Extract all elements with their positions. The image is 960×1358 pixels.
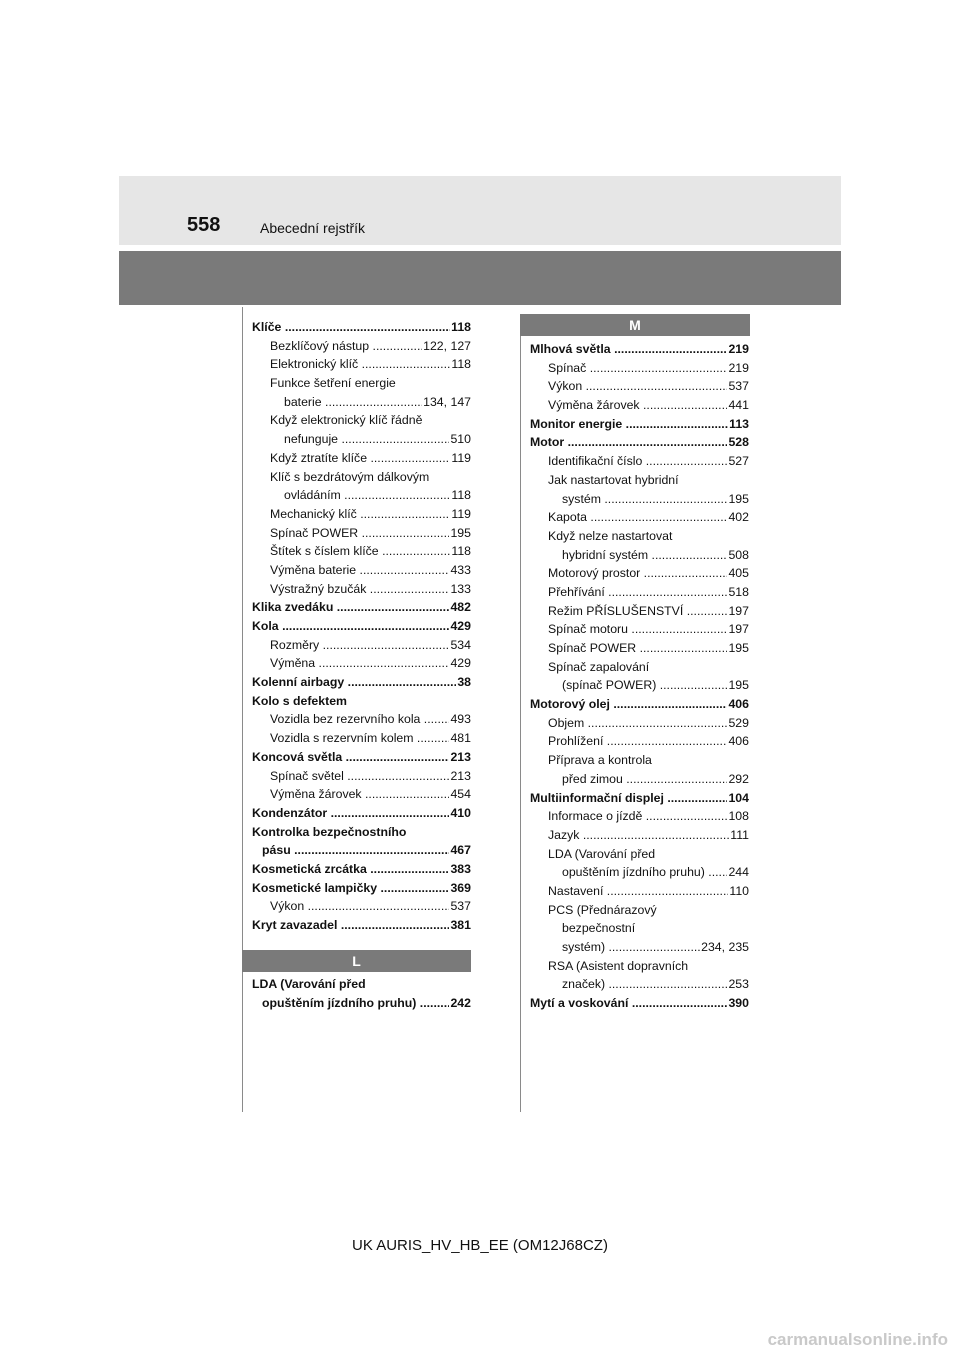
index-entry — [252, 916, 471, 935]
entry-text: pásu ..... — [262, 843, 471, 857]
entry-text: Kolenní airbagy ..... — [252, 675, 471, 689]
index-entry — [252, 804, 471, 823]
entry-page-number: 133 — [449, 580, 471, 599]
entry-text: bezpečnostní — [562, 921, 636, 936]
index-entry — [270, 654, 471, 673]
entry-text: Kosmetická zrcátka ..... — [252, 862, 471, 876]
entry-text: Kryt zavazadel ..... — [252, 918, 471, 932]
header-dark-band — [119, 251, 841, 305]
entry-text: RSA (Asistent dopravních — [548, 958, 689, 973]
index-entry — [548, 564, 749, 583]
entry-text: LDA (Varování před — [252, 977, 366, 991]
index-column-left — [252, 318, 471, 935]
entry-page-number: 410 — [449, 804, 471, 823]
index-entry — [270, 561, 471, 580]
entry-page-number: 369 — [449, 879, 471, 898]
letter-heading-l: L — [242, 950, 471, 972]
index-entry — [270, 636, 471, 655]
entry-page-number: 482 — [449, 598, 471, 617]
entry-page-number: 118 — [450, 318, 471, 337]
entry-page-number: 429 — [449, 654, 471, 673]
entry-text: Klíče ..... — [252, 320, 471, 334]
index-entry — [270, 449, 471, 468]
entry-page-number: 195 — [727, 639, 749, 658]
entry-text: Štítek s číslem klíče ..... — [270, 544, 471, 558]
index-entry — [548, 845, 749, 864]
entry-text: baterie ..... — [284, 395, 471, 409]
index-entry — [562, 919, 749, 938]
right-column-rule — [520, 336, 521, 1112]
index-entry — [548, 359, 749, 378]
entry-text: Mlhová světla ..... — [530, 342, 749, 356]
entry-text: nefunguje ..... — [284, 432, 471, 446]
index-column-left-l — [252, 975, 471, 1012]
entry-page-number: 429 — [449, 617, 471, 636]
entry-text: Kapota ..... — [548, 510, 749, 524]
entry-text: Koncová světla ..... — [252, 750, 471, 764]
index-entry — [548, 471, 749, 490]
index-entry — [262, 994, 471, 1013]
entry-page-number: 195 — [727, 676, 749, 695]
index-entry — [252, 823, 471, 842]
entry-page-number: 292 — [727, 770, 749, 789]
entry-text: PCS (Přednárazový — [548, 902, 657, 917]
entry-page-number: 111 — [729, 826, 749, 845]
index-entry — [548, 377, 749, 396]
index-entry — [548, 714, 749, 733]
entry-text: Klika zvedáku ..... — [252, 600, 471, 614]
entry-page-number: 122, 127 — [422, 337, 471, 356]
entry-text: před zimou ..... — [562, 772, 749, 786]
entry-text: Bezklíčový nástup ..... — [270, 339, 471, 353]
entry-page-number: 406 — [727, 695, 749, 714]
entry-text: Nastavení ..... — [548, 884, 749, 898]
entry-text: Výstražný bzučák ..... — [270, 582, 471, 596]
index-entry — [548, 452, 749, 471]
entry-page-number: 454 — [449, 785, 471, 804]
entry-text: Když elektronický klíč řádně — [270, 413, 423, 428]
entry-text: Kontrolka bezpečnostního — [252, 824, 407, 839]
entry-text: Motorový olej ..... — [530, 697, 749, 711]
index-entry — [562, 975, 749, 994]
index-entry — [548, 396, 749, 415]
entry-page-number: 234, 235 — [700, 938, 749, 957]
entry-text: Jazyk ..... — [548, 828, 749, 842]
index-entry — [548, 583, 749, 602]
entry-page-number: 390 — [727, 994, 749, 1013]
index-entry — [530, 789, 749, 808]
entry-text: Funkce šetření energie — [270, 376, 396, 391]
index-entry — [284, 393, 471, 412]
index-entry — [530, 695, 749, 714]
entry-text: Kosmetické lampičky ..... — [252, 881, 471, 895]
entry-page-number: 113 — [728, 415, 749, 434]
index-column-right — [530, 340, 749, 1013]
index-entry — [562, 546, 749, 565]
entry-text: opuštěním jízdního pruhu) ..... — [562, 865, 749, 879]
entry-page-number: 195 — [727, 490, 749, 509]
index-entry — [548, 826, 749, 845]
index-entry — [548, 639, 749, 658]
left-column-rule — [242, 307, 243, 1112]
entry-text: Spínač motoru ..... — [548, 622, 749, 636]
entry-text: Přehřívání ..... — [548, 585, 749, 599]
entry-page-number: 242 — [449, 994, 471, 1013]
index-entry — [270, 505, 471, 524]
index-entry — [562, 770, 749, 789]
index-entry — [548, 882, 749, 901]
entry-text: hybridní systém ..... — [562, 548, 749, 562]
entry-text: Informace o jízdě ..... — [548, 809, 749, 823]
entry-text: LDA (Varování před — [548, 846, 656, 861]
entry-page-number: 119 — [450, 449, 471, 468]
index-entry — [270, 767, 471, 786]
entry-page-number: 118 — [450, 486, 471, 505]
entry-page-number: 493 — [449, 710, 471, 729]
entry-page-number: 510 — [449, 430, 471, 449]
entry-text: značek) ..... — [562, 977, 749, 991]
entry-text: Příprava a kontrola — [548, 753, 652, 768]
index-entry — [270, 524, 471, 543]
page-title: Abecední rejstřík — [260, 220, 366, 236]
index-entry — [252, 318, 471, 337]
entry-text: systém) ..... — [562, 940, 749, 954]
entry-text: Prohlížení ..... — [548, 734, 749, 748]
index-entry — [252, 860, 471, 879]
index-entry — [562, 938, 749, 957]
entry-text: Mechanický klíč ..... — [270, 507, 471, 521]
entry-text: Spínač POWER ..... — [270, 526, 471, 540]
entry-page-number: 527 — [727, 452, 749, 471]
entry-page-number: 110 — [728, 882, 749, 901]
entry-text: Klíč s bezdrátovým dálkovým — [270, 469, 430, 484]
index-entry — [252, 673, 471, 692]
index-entry — [562, 863, 749, 882]
entry-text: Kola ..... — [252, 619, 471, 633]
entry-page-number: 213 — [449, 767, 471, 786]
entry-text: Motorový prostor ..... — [548, 566, 749, 580]
header-top-band — [119, 176, 841, 245]
entry-text: (spínač POWER) ..... — [562, 678, 749, 692]
entry-text: Režim PŘÍSLUŠENSTVÍ ..... — [548, 604, 749, 618]
index-entry — [262, 841, 471, 860]
entry-text: Spínač světel ..... — [270, 769, 471, 783]
entry-text: Výměna žárovek ..... — [548, 398, 749, 412]
index-entry — [548, 901, 749, 920]
entry-page-number: 253 — [727, 975, 749, 994]
entry-text: Identifikační číslo ..... — [548, 454, 749, 468]
entry-text: Kondenzátor ..... — [252, 806, 471, 820]
entry-page-number: 383 — [449, 860, 471, 879]
entry-text: Multiinformační displej ..... — [530, 791, 749, 805]
entry-text: Vozidla s rezervním kolem ..... — [270, 731, 471, 745]
entry-page-number: 197 — [727, 620, 749, 639]
entry-text: Vozidla bez rezervního kola ..... — [270, 712, 471, 726]
entry-page-number: 402 — [727, 508, 749, 527]
entry-page-number: 134, 147 — [422, 393, 471, 412]
entry-text: Spínač ..... — [548, 361, 749, 375]
entry-text: Kolo s defektem — [252, 693, 347, 708]
index-entry — [270, 785, 471, 804]
index-entry — [252, 598, 471, 617]
entry-text: Výkon ..... — [548, 379, 749, 393]
entry-text: Objem ..... — [548, 716, 749, 730]
entry-page-number: 108 — [727, 807, 749, 826]
index-entry — [270, 729, 471, 748]
index-entry — [562, 490, 749, 509]
letter-heading-m: M — [520, 314, 750, 336]
entry-text: Spínač POWER ..... — [548, 641, 749, 655]
index-entry — [270, 411, 471, 430]
entry-text: Mytí a voskování ..... — [530, 996, 749, 1010]
index-entry — [252, 617, 471, 636]
index-entry — [530, 415, 749, 434]
entry-text: Když nelze nastartovat — [548, 528, 673, 543]
entry-page-number: 537 — [449, 897, 471, 916]
index-entry — [548, 658, 749, 677]
entry-text: systém ..... — [562, 492, 749, 506]
entry-page-number: 528 — [727, 433, 749, 452]
entry-text: Výměna baterie ..... — [270, 563, 471, 577]
index-entry — [548, 957, 749, 976]
entry-page-number: 518 — [727, 583, 749, 602]
index-entry — [562, 676, 749, 695]
entry-page-number: 197 — [727, 602, 749, 621]
entry-page-number: 219 — [727, 359, 749, 378]
entry-page-number: 441 — [727, 396, 749, 415]
index-entry — [252, 748, 471, 767]
entry-page-number: 213 — [449, 748, 471, 767]
entry-text: Elektronický klíč ..... — [270, 357, 471, 371]
index-entry — [530, 340, 749, 359]
entry-text: ovládáním ..... — [284, 488, 471, 502]
page-number: 558 — [187, 214, 221, 236]
index-entry — [284, 430, 471, 449]
entry-page-number: 195 — [449, 524, 471, 543]
index-entry — [284, 486, 471, 505]
entry-page-number: 219 — [727, 340, 749, 359]
index-entry — [270, 542, 471, 561]
entry-text: Monitor energie ..... — [530, 417, 749, 431]
index-entry — [548, 620, 749, 639]
index-entry — [252, 692, 471, 711]
entry-page-number: 508 — [727, 546, 749, 565]
index-entry — [548, 527, 749, 546]
index-entry — [270, 355, 471, 374]
index-entry — [530, 433, 749, 452]
entry-page-number: 405 — [727, 564, 749, 583]
index-entry — [252, 879, 471, 898]
index-entry — [548, 807, 749, 826]
entry-page-number: 529 — [727, 714, 749, 733]
entry-page-number: 406 — [727, 732, 749, 751]
index-entry — [270, 337, 471, 356]
index-entry — [270, 897, 471, 916]
index-entry — [548, 732, 749, 751]
entry-text: Když ztratíte klíče ..... — [270, 451, 471, 465]
entry-text: Jak nastartovat hybridní — [548, 472, 679, 487]
entry-page-number: 534 — [449, 636, 471, 655]
index-entry — [270, 374, 471, 393]
entry-page-number: 467 — [449, 841, 471, 860]
entry-page-number: 481 — [449, 729, 471, 748]
entry-page-number: 244 — [727, 863, 749, 882]
index-entry — [530, 994, 749, 1013]
entry-text: Výkon ..... — [270, 899, 471, 913]
index-entry — [252, 975, 471, 994]
entry-page-number: 381 — [449, 916, 471, 935]
footer-model-code: UK AURIS_HV_HB_EE (OM12J68CZ) — [352, 1237, 608, 1254]
index-entry — [270, 710, 471, 729]
index-entry — [548, 751, 749, 770]
entry-page-number: 118 — [450, 355, 471, 374]
index-entry — [270, 468, 471, 487]
entry-text: opuštěním jízdního pruhu) ..... — [262, 996, 471, 1010]
entry-page-number: 104 — [727, 789, 749, 808]
entry-page-number: 38 — [456, 673, 471, 692]
watermark: carmanualsonline.info — [767, 1330, 948, 1349]
entry-text: Motor ..... — [530, 435, 749, 449]
entry-text: Spínač zapalování — [548, 659, 650, 674]
entry-page-number: 433 — [449, 561, 471, 580]
index-entry — [548, 602, 749, 621]
entry-page-number: 118 — [450, 542, 471, 561]
index-entry — [270, 580, 471, 599]
entry-text: Výměna ..... — [270, 656, 471, 670]
index-entry — [548, 508, 749, 527]
entry-page-number: 537 — [727, 377, 749, 396]
entry-page-number: 119 — [450, 505, 471, 524]
entry-text: Rozměry ..... — [270, 638, 471, 652]
entry-text: Výměna žárovek ..... — [270, 787, 471, 801]
